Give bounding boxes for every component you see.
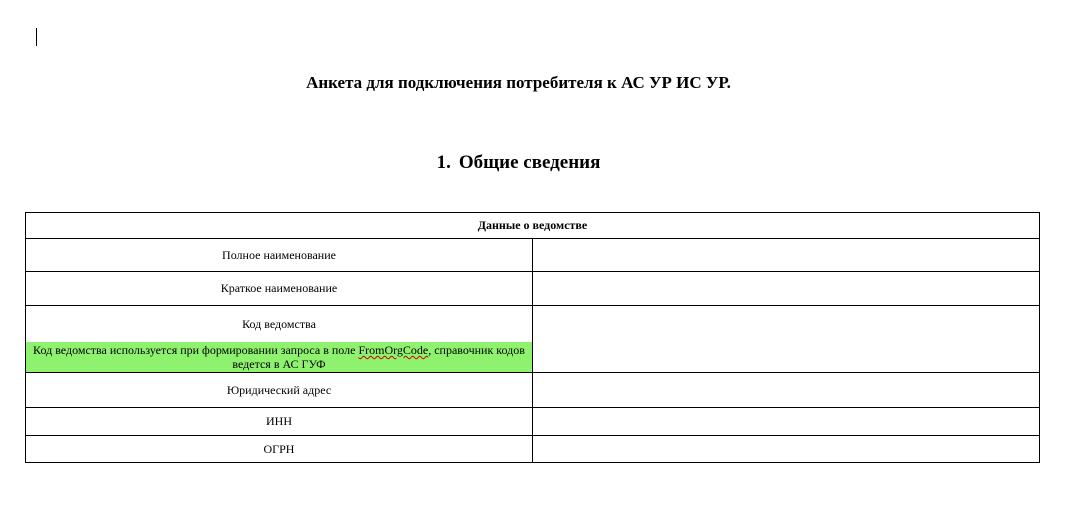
agency-code-label: Код ведомства	[242, 317, 316, 331]
ogrn-value-cell[interactable]	[533, 436, 1040, 463]
short-name-value-cell[interactable]	[533, 272, 1040, 306]
inn-value-cell[interactable]	[533, 408, 1040, 436]
note-text-end: , справочник кодов ведется в АС ГУФ	[232, 343, 525, 371]
row-label-full-name: Полное наименование	[26, 239, 533, 272]
text-cursor	[36, 28, 37, 46]
table-row	[26, 373, 1040, 408]
table-row	[26, 436, 1040, 463]
note-text-start: Код ведомства используется при формировании запроса в поле	[33, 343, 359, 357]
section-number: 1.	[436, 152, 451, 173]
row-label-agency-code	[26, 306, 533, 373]
table-row	[26, 239, 1040, 272]
table-header: Данные о ведомстве	[26, 213, 1040, 239]
legal-address-value-cell[interactable]	[533, 373, 1040, 408]
section-title: Общие сведения	[458, 152, 601, 173]
table-header-row	[26, 213, 1040, 239]
note-field-name: FromOrgCode	[358, 343, 429, 357]
table-row	[26, 408, 1040, 436]
agency-code-note	[26, 342, 532, 372]
document-title: Анкета для подключения потребителя к АС УР ИС УР.	[306, 73, 731, 92]
row-label-inn: ИНН	[26, 408, 533, 436]
table-row	[26, 272, 1040, 306]
row-label-ogrn: ОГРН	[26, 436, 533, 463]
agency-data-table	[25, 212, 1040, 463]
row-label-short-name: Краткое наименование	[26, 272, 533, 306]
agency-code-value-cell[interactable]	[533, 306, 1040, 373]
section-heading	[0, 152, 1037, 174]
row-label-legal-address: Юридический адрес	[26, 373, 533, 408]
full-name-value-cell[interactable]	[533, 239, 1040, 272]
table-row	[26, 306, 1040, 373]
